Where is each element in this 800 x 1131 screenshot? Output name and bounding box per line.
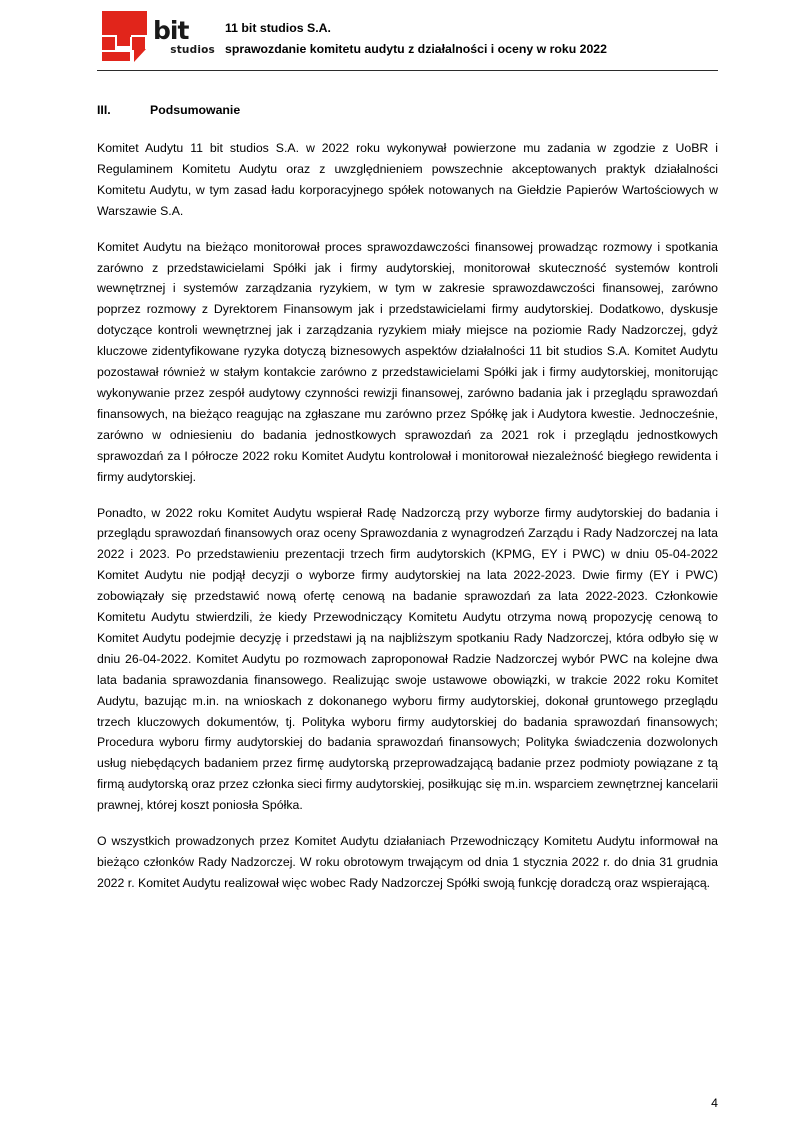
page-header <box>97 8 718 64</box>
section-title: Podsumowanie <box>150 103 241 117</box>
header-document-subtitle: sprawozdanie komitetu audytu z działalności i oceny w roku 2022 <box>225 42 607 56</box>
document-body <box>97 101 718 894</box>
logo-mark-icon <box>100 11 155 61</box>
header-text-block <box>225 8 607 60</box>
logo-wordmark-bit: bit <box>153 16 189 45</box>
body-paragraph: O wszystkich prowadzonych przez Komitet Audytu działaniach Przewodniczący Komitetu Audytu informował na bieżąco członków Rady Nadzorczej. W roku obrotowym trwającym od dnia 1 stycznia 2022 r. do dnia 31 grudnia 2022 r. Komitet Audytu realizował więc wobec Rady Nadzorczej Spółki swoją funkcję doradczą oraz wspierającą. <box>97 834 718 890</box>
header-company-name: 11 bit studios S.A. <box>225 21 331 35</box>
page-number: 4 <box>711 1096 718 1110</box>
body-paragraph: Komitet Audytu na bieżąco monitorował proces sprawozdawczości finansowej prowadząc rozmowy i spotkania zarówno z przedstawicielami Spółki jak i firmy audytorskiej, monitorował skuteczność systemów kontroli wewnętrznej i systemów zarządzania ryzykiem, w tym w zakresie sprawozdawczości finansowej, zarówno poprzez rozmowy z Dyrektorem Finansowym jak i przedstawicielami firmy audytorskiej. Dodatkowo, dyskusje dotyczące kontroli wewnętrznej jak i zarządzania ryzykiem miały miejsce na poziomie Rady Nadzorczej, gdyż kluczowe zidentyfikowane ryzyka dotyczą biznesowych aspektów działalności 11 bit studios S.A. Komitet Audytu pozostawał również w stałym kontakcie zarówno z przedstawicielami Spółki jak i firmy audytorskiej, monitorując wykonywanie przez zespół audytowy czynności rewizji finansowej, zarówno badania jak i przeglądu sprawozdań finansowych, na bieżąco reagując na zgłaszane mu zarówno przez Spółkę jak i Audytora kwestie. Jednocześnie, zarówno w odniesieniu do badania jednostkowych sprawozdań za 2021 rok i przeglądu jednostkowych sprawozdań za I półrocze 2022 roku Komitet Audytu kontrolował i monitorował niezależność biegłego rewidenta i firmy audytorskiej. <box>97 239 718 484</box>
header-divider <box>97 70 718 71</box>
company-logo <box>97 8 215 64</box>
section-number: III. <box>97 103 111 117</box>
body-paragraph: Komitet Audytu 11 bit studios S.A. w 2022 roku wykonywał powierzone mu zadania w zgodzie z UoBR i Regulaminem Komitetu Audytu oraz z uwzględnieniem powszechnie akceptowanych praktyk działalności Komitetu Audytu, w tym zasad ładu korporacyjnego spółek notowanych na Giełdzie Papierów Wartościowych w Warszawie S.A. <box>97 141 718 218</box>
body-paragraph: Ponadto, w 2022 roku Komitet Audytu wspierał Radę Nadzorczą przy wyborze firmy audytorskiej do badania i przeglądu sprawozdań finansowych oraz oceny Sprawozdania z wynagrodzeń Zarządu i Rady Nadzorczej na lata 2022 i 2023. Po przedstawieniu prezentacji trzech firm audytorskich (KPMG, EY i PWC) w dniu 05-04-2022 Komitet Audytu nie podjął decyzji o wyborze firmy audytorskiej na lata 2022-2023. Dwie firmy (EY i PWC) zobowiązały się przedstawić nową ofertę cenową na badanie sprawozdań za lata 2022-2023. Członkowie Komitetu Audytu stwierdzili, że kiedy Przewodniczący Komitetu Audytu otrzyma nową propozycję cenową to Komitet Audytu podejmie decyzję i przedstawi ją na najbliższym spotkaniu Rady Nadzorczej, która odbyło się w dniu 26-04-2022. Komitet Audytu po rozmowach zaproponował Radzie Nadzorczej wybór PWC na kolejne dwa lata badania sprawozdania finansowego. Realizując swoje ustawowe obowiązki, w trakcie 2022 roku Komitet Audytu, bazując m.in. na wnioskach z dokonanego wyboru firmy audytorskiej, dokonał gruntowego przeglądu trzech kluczowych dokumentów, tj. Polityka wyboru firmy audytorskiej do badania sprawozdań finansowych; Procedura wyboru firmy audytorskiej do badania sprawozdań finansowych; Polityka świadczenia dozwolonych usług niebędących badaniem przez firmę audytorską przeprowadzającą badanie przez podmioty powiązane z tą firmą audytorską oraz przez członka sieci firmy audytorskiej, posiłkując się m.in. wsparciem zewnętrznej kancelarii prawnej, której koszt poniosła Spółka. <box>97 505 718 813</box>
logo-wordmark-studios: studios <box>170 44 215 56</box>
section-heading <box>97 101 718 119</box>
logo-wordmark <box>153 18 215 62</box>
